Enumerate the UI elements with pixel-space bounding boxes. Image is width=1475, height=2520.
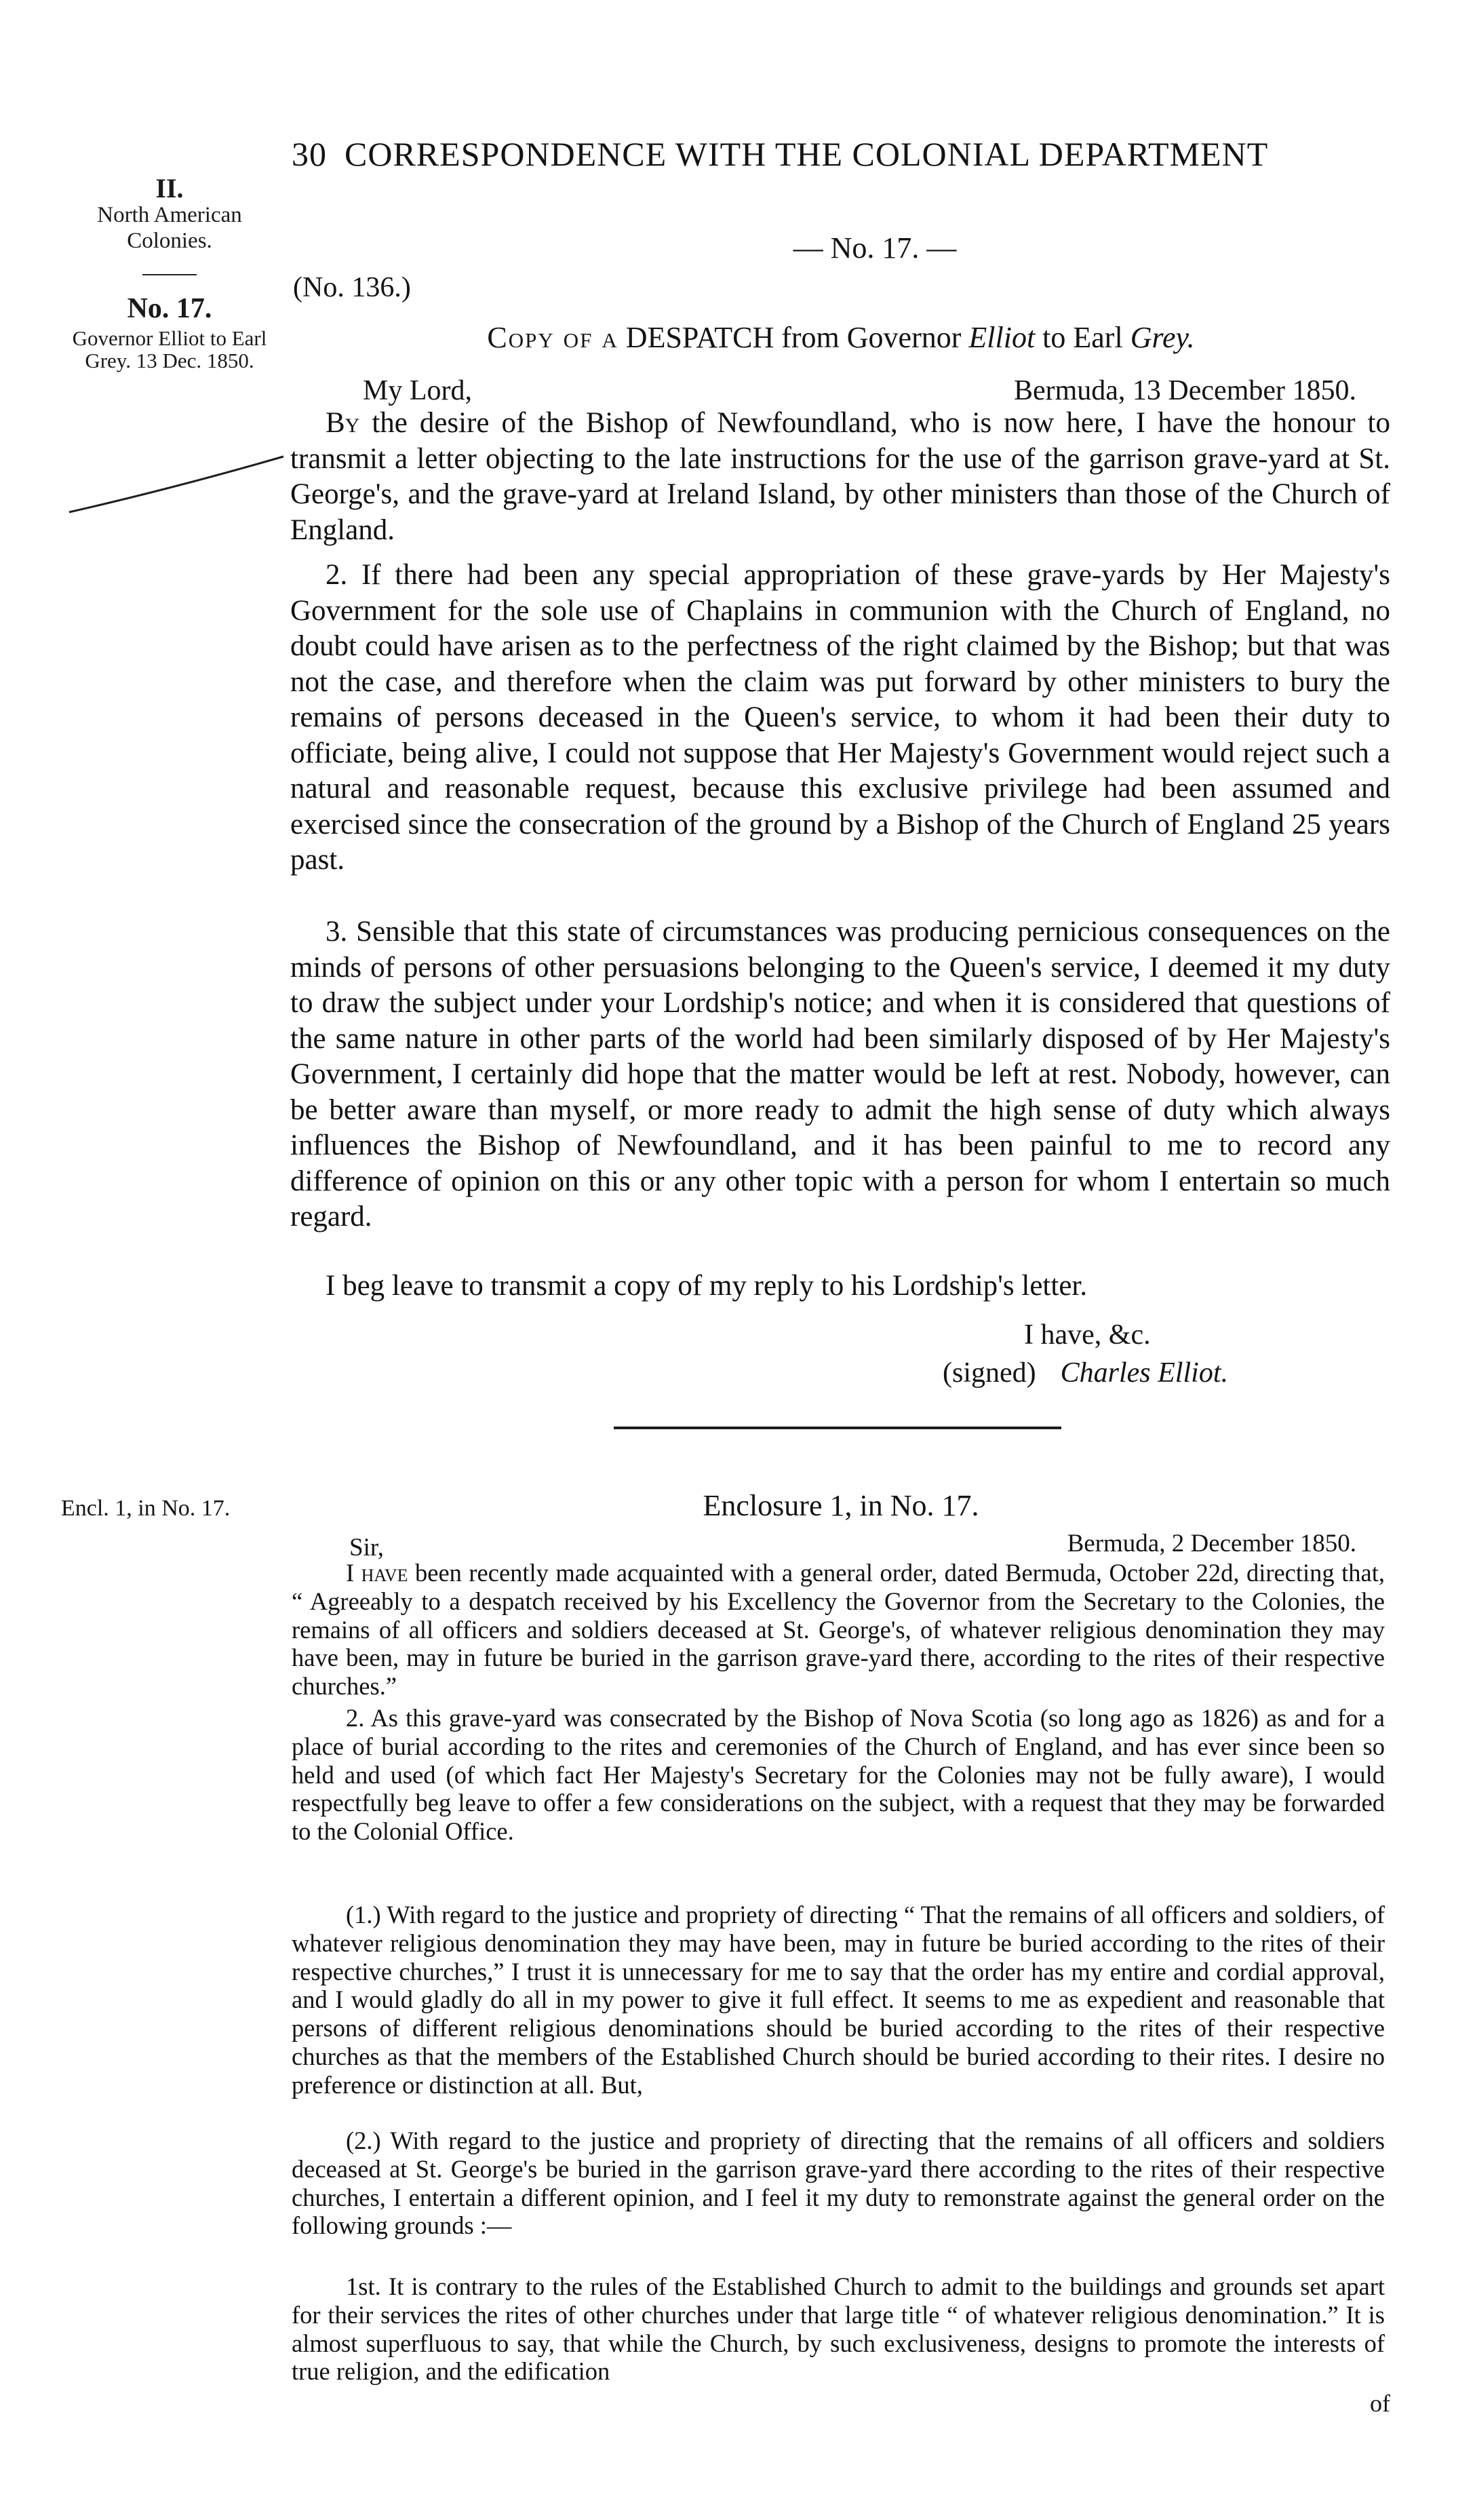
enclosure-place-date: Bermuda, 2 December 1850. xyxy=(1067,1530,1356,1557)
enclosure-title: Enclosure 1, in No. 17. xyxy=(703,1489,979,1522)
margin-enclosure-ref: Encl. 1, in No. 17. xyxy=(61,1496,231,1521)
title-earl: Grey. xyxy=(1130,321,1195,354)
despatch-paragraph-4: I beg leave to transmit a copy of my reply to his Lordship's letter. xyxy=(326,1270,1088,1302)
p1-text: the desire of the Bishop of Newfoundland, who is now here, I have the honour to transmit a letter objecting to the late instructions for the use of the garrison grave-yard at St. George's, and the grave-yard at Ireland Island, by other ministers than those of the Church of England. xyxy=(290,407,1390,546)
margin-region: North American Colonies. xyxy=(97,203,242,253)
enclosure-paragraph-1 xyxy=(292,1559,1385,1701)
despatch-paragraph-1 xyxy=(290,406,1390,548)
catchword: of xyxy=(1370,2390,1390,2417)
title-main: DESPATCH from Governor xyxy=(625,321,962,354)
closing-phrase: I have, &c. xyxy=(1024,1319,1151,1351)
enclosure-paragraph-3: (1.) With regard to the justice and propriety of directing “ That the remains of all officers and soldiers, of whatever religious denomination they may have been, may in future be buried according to the rites of their respective churches,” I trust it is unnecessary for me to say that the order has my entire and cordial approval, and I would gladly do all in my power to give it full effect. It seems to me as expedient and reasonable that persons of different religious denominations should be buried according to the rites of their respective churches as that the members of the Established Church should be buried according to their rites. I desire no preference or distinction at all. But, xyxy=(292,1901,1385,2099)
signature-line xyxy=(943,1354,1377,1392)
page-header xyxy=(292,134,1383,174)
section-divider xyxy=(614,1427,1061,1429)
despatch-salutation: My Lord, xyxy=(363,375,472,406)
enclosure-salutation: Sir, xyxy=(349,1534,384,1562)
margin-despatch-number: No. 17. xyxy=(127,293,212,324)
page-number: 30 xyxy=(292,135,327,173)
enclosure-paragraph-5: 1st. It is contrary to the rules of the Established Church to admit to the buildings and grounds set apart for their services the rites of other churches under that large title “ of whatever religious denomination.” It is almost superfluous to say, that while the Church, by such exclusiveness, designs to promote the interests of true religion, and the edification xyxy=(292,2272,1385,2386)
e1-text: been recently made acquainted with a general order, dated Bermuda, October 22d, directing that, “ Agreeably to a despatch received by his Excellency the Governor from the Secretary to the Colonies, the remains of all officers and soldiers deceased at St. George's, of whatever religious denomination they may have been, may in future be buried in the garrison grave-yard there, according to the rites of their respective churches.” xyxy=(292,1559,1385,1701)
enclosure-paragraph-4: (2.) With regard to the justice and propriety of directing that the remains of all officers and soldiers deceased at St. George's be buried in the garrison grave-yard there according to the rites of their respective churches, I entertain a different opinion, and I feel it my duty to remonstrate against the general order on the following grounds :— xyxy=(292,2127,1385,2240)
despatch-reference: (No. 136.) xyxy=(293,272,411,303)
margin-despatch-note: Governor Elliot to Earl Grey. 13 Dec. 1850. xyxy=(72,326,267,372)
despatch-salutation-row xyxy=(363,374,1356,407)
running-title: CORRESPONDENCE WITH THE COLONIAL DEPARTMENT xyxy=(345,135,1269,173)
title-to: to Earl xyxy=(1042,321,1123,354)
despatch-place-date: Bermuda, 13 December 1850. xyxy=(1013,375,1356,406)
despatch-paragraph-2: 2. If there had been any special appropriation of these grave-yards by Her Majesty's Government for the sole use of Chaplains in communion with the Church of England, no doubt could have arisen as to the perfectness of the right claimed by the Bishop; but that was not the case, and therefore when the claim was put forward by other ministers to bury the remains of persons deceased in the Queen's service, to whom it had been their duty to officiate, being alive, I could not suppose that Her Majesty's Government would reject such a natural and reasonable request, because this exclusive privilege had been assumed and exercised since the consecration of the ground by a Bishop of the Church of England 25 years past. xyxy=(290,559,1390,876)
e1-lead: I have xyxy=(346,1559,408,1587)
despatch-title xyxy=(292,320,1390,355)
enclosure-paragraph-2: 2. As this grave-yard was consecrated by the Bishop of Nova Scotia (so long ago as 1826) as and for a place of burial according to the rites and ceremonies of the Church of England, and has ever since been so held and used (of which fact Her Majesty's Secretary for the Colonies may not be fully aware), I would respectfully beg leave to offer a few considerations on the subject, with a request that they may be forwarded to the Colonial Office. xyxy=(292,1704,1385,1846)
margin-pen-mark xyxy=(68,444,285,519)
title-governor: Elliot xyxy=(968,321,1036,354)
p1-lead: By xyxy=(326,407,360,439)
despatch-paragraph-3: 3. Sensible that this state of circumstances was producing pernicious consequences on the minds of persons of other persuasions belonging to the Queen's service, I deemed it my duty to draw the subject under your Lordship's notice; and when it is considered that questions of the same nature in other parts of the world had been similarly disposed of by Her Majesty's Government, I certainly did hope that the matter would be left at rest. Nobody, however, can be better aware than myself, or more ready to admit the high sense of duty which always influences the Bishop of Newfoundland, and it has been painful to me to record any difference of opinion on this or any other topic with a person for whom I entertain so much regard. xyxy=(290,916,1390,1233)
margin-rule xyxy=(142,274,197,275)
signed-label: (signed) xyxy=(943,1357,1036,1389)
title-prefix: Copy of a xyxy=(487,321,618,354)
despatch-closing xyxy=(943,1316,1377,1392)
signature: Charles Elliot. xyxy=(1060,1357,1228,1389)
margin-section-number: II. xyxy=(155,173,184,203)
despatch-number: — No. 17. — xyxy=(793,231,957,265)
